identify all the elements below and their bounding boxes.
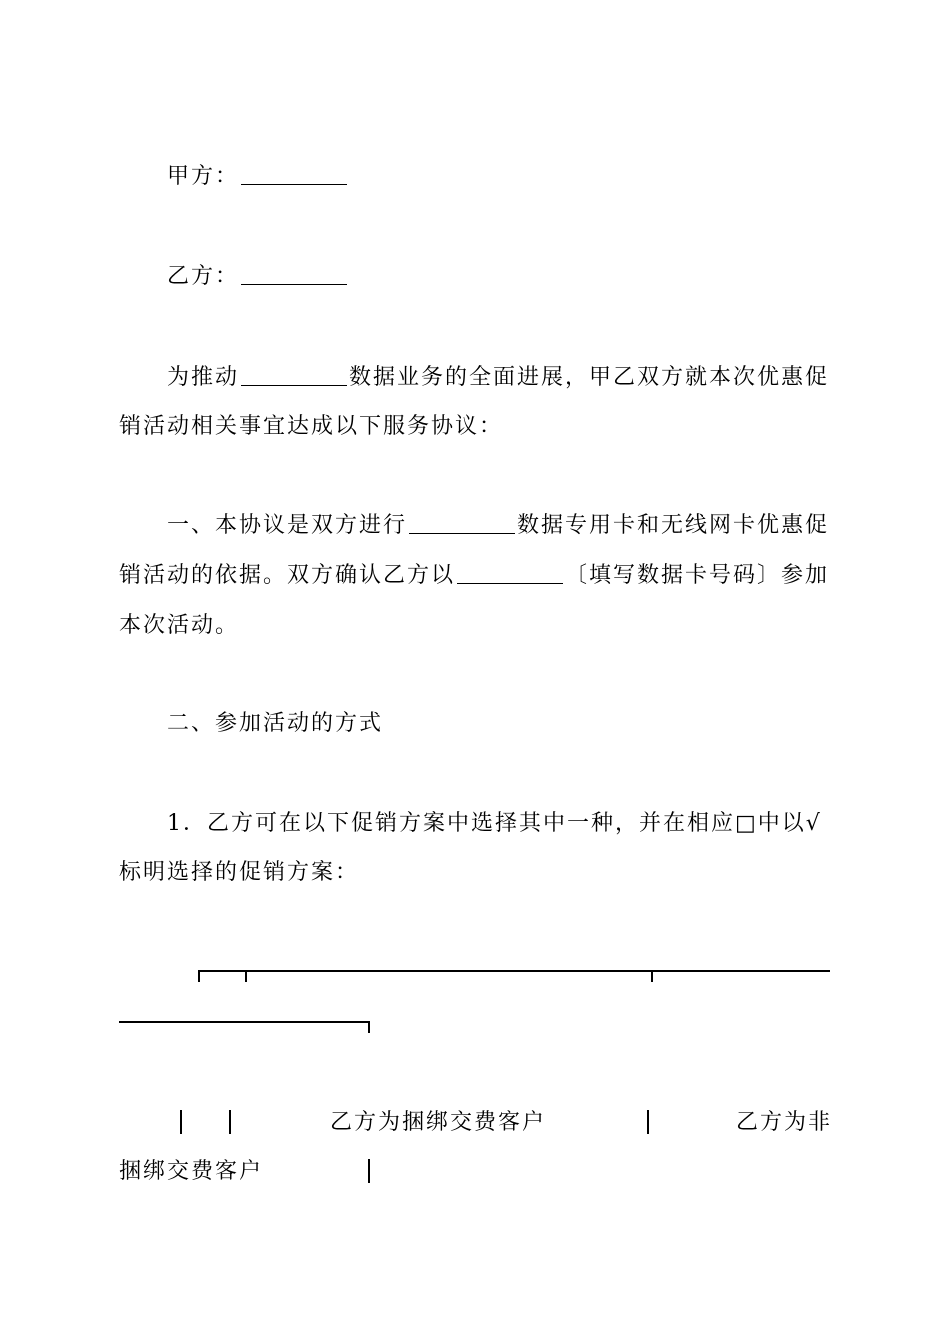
header-bundled: 乙方为捆绑交费客户 — [330, 1110, 547, 1135]
clause1-text-post: 数据专用卡和无线网卡优惠促 — [517, 513, 830, 538]
party-a-label: 甲方： — [167, 164, 240, 189]
clause1-line-1 — [167, 513, 831, 539]
clause2-heading: 二、参加活动的方式 — [167, 711, 384, 736]
clause1-line-3: 本次活动。 — [119, 613, 240, 638]
clause1-line2-post: 〔填写数据卡号码〕参加 — [565, 563, 830, 588]
table-top-border — [198, 970, 830, 972]
table-divider-3 — [647, 1110, 649, 1134]
party-a-blank — [241, 164, 347, 185]
party-b-blank — [241, 264, 347, 285]
party-b-label: 乙方： — [167, 264, 240, 289]
intro-text-pre: 为推动 — [167, 365, 240, 390]
clause2-1-line-2: 标明选择的促销方案： — [119, 860, 360, 885]
table-divider-1 — [180, 1110, 182, 1134]
table-divider-4 — [368, 1159, 370, 1183]
table-tick-1 — [245, 970, 247, 982]
party-a-line — [167, 164, 831, 190]
intro-line-1 — [167, 365, 831, 391]
clause1-blank-2 — [457, 563, 563, 584]
clause1-blank-1 — [409, 513, 515, 534]
table-divider-2 — [229, 1110, 231, 1134]
intro-blank — [241, 365, 347, 386]
header-nonbundled-b: 捆绑交费客户 — [119, 1159, 264, 1184]
intro-line-2: 销活动相关事宜达成以下服务协议： — [119, 414, 504, 439]
clause1-line2-pre: 销活动的依据。双方确认乙方以 — [119, 563, 456, 588]
table-corner-right — [368, 1021, 370, 1033]
table-top-border-wrap — [119, 1021, 370, 1023]
party-b-line — [167, 264, 831, 290]
clause1-text-pre: 一、本协议是双方进行 — [167, 513, 408, 538]
intro-text-post: 数据业务的全面进展，甲乙双方就本次优惠促 — [349, 365, 830, 390]
table-corner-left — [198, 970, 200, 982]
header-nonbundled-a: 乙方为非 — [736, 1110, 833, 1135]
clause1-line-2 — [119, 563, 831, 589]
clause2-1-line-1: 1．乙方可在以下促销方案中选择其中一种，并在相应□中以√ — [167, 811, 822, 836]
table-tick-2 — [651, 970, 653, 982]
